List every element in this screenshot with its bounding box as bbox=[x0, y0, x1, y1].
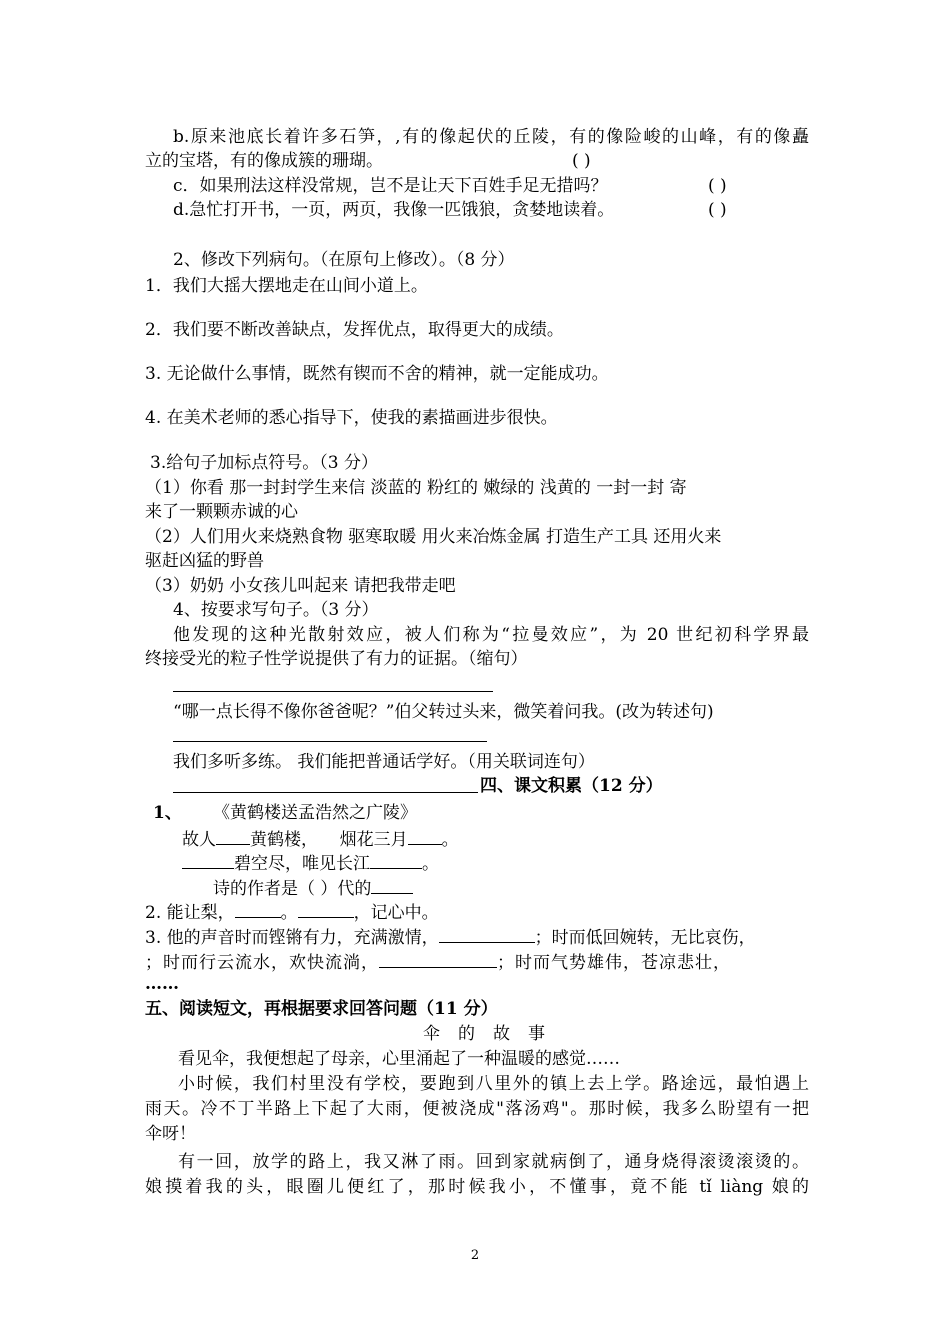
q1-item-b-line1: b.原来池底长着许多石笋，,有的像起伏的丘陵，有的像险峻的山峰，有的像矗 bbox=[173, 127, 809, 147]
s4-question-3-line1: 3. 他的声音时而铿锵有力，充满激情， ；时而低回婉转，无比哀伤， bbox=[145, 924, 756, 950]
story-paragraph-1: 看见伞，我便想起了母亲，心里涌起了一种温暖的感觉…… bbox=[178, 1049, 620, 1069]
q2-sentence-2: 2．我们要不断改善缺点，发挥优点，取得更大的成绩。 bbox=[145, 320, 564, 340]
q3-item-3: （3）奶奶 小女孩儿叫起来 请把我带走吧 bbox=[145, 576, 456, 596]
q1-item-d: d.急忙打开书，一页，两页，我像一匹饿狼，贪婪地读着。 ( ) bbox=[173, 200, 727, 220]
story-paragraph-2-line3: 伞呀！ bbox=[145, 1124, 196, 1144]
fill-blank[interactable] bbox=[371, 875, 413, 894]
page-number: 2 bbox=[470, 1248, 480, 1263]
answer-paren[interactable]: ( ) bbox=[708, 176, 727, 196]
q1-item-b-line2: 立的宝塔，有的像成簇的珊瑚。 ( ) bbox=[145, 151, 591, 171]
q4-b: “哪一点长得不像你爸爸呢？”伯父转过头来，微笑着问我。(改为转述句) bbox=[173, 702, 714, 722]
answer-paren[interactable]: ( ) bbox=[708, 200, 727, 220]
s4-question-2: 2. 能让梨， 。 ，记心中。 bbox=[145, 899, 439, 925]
q4-a-line2: 终接受光的粒子性学说提供了有力的证据。（缩句） bbox=[145, 649, 528, 669]
section-4-title: 四、课文积累（12 分） bbox=[480, 776, 663, 796]
q2-title: 2、修改下列病句。（在原句上修改）。（8 分） bbox=[173, 250, 515, 270]
s4-poem-line-2: 碧空尽，唯见长江 。 bbox=[182, 850, 439, 876]
story-paragraph-3-line2: 娘摸着我的头，眼圈儿便红了，那时候我小，不懂事，竟不能 tǐ liàng 娘的 bbox=[145, 1177, 809, 1197]
s4-question-3-ellipsis: …… bbox=[145, 974, 179, 994]
q2-sentence-3: 3. 无论做什么事情，既然有锲而不舍的精神，就一定能成功。 bbox=[145, 364, 609, 384]
fill-blank[interactable] bbox=[235, 899, 281, 918]
fill-blank[interactable] bbox=[439, 924, 535, 943]
q2-sentence-1: 1．我们大摇大摆地走在山间小道上。 bbox=[145, 276, 428, 296]
q3-item-1-line1: （1）你看 那一封封学生来信 淡蓝的 粉红的 嫩绿的 浅黄的 一封一封 寄 bbox=[145, 478, 687, 498]
story-paragraph-3-line1: 有一回，放学的路上，我又淋了雨。回到家就病倒了，通身烧得滚烫滚烫的。 bbox=[178, 1152, 809, 1172]
q3-title: 3.给句子加标点符号。（3 分） bbox=[150, 453, 378, 473]
q3-item-1-line2: 来了一颗颗赤诚的心 bbox=[145, 502, 298, 522]
q4-c: 我们多听多练。 我们能把普通话学好。（用关联词连句） bbox=[173, 752, 595, 772]
q3-item-2-line2: 驱赶凶猛的野兽 bbox=[145, 551, 264, 571]
q3-item-2-line1: （2）人们用火来烧熟食物 驱寒取暖 用火来冶炼金属 打造生产工具 还用火来 bbox=[145, 527, 722, 547]
answer-line[interactable] bbox=[173, 792, 478, 793]
story-paragraph-2-line1: 小时候，我们村里没有学校，要跑到八里外的镇上去上学。路途远，最怕遇上 bbox=[178, 1074, 809, 1094]
q2-sentence-4: 4. 在美术老师的悉心指导下，使我的素描画进步很快。 bbox=[145, 408, 558, 428]
answer-paren[interactable]: ( ) bbox=[572, 151, 591, 171]
fill-blank[interactable] bbox=[216, 826, 250, 845]
section-5-title: 五、阅读短文，再根据要求回答问题（11 分） bbox=[145, 999, 498, 1019]
s4-poem-author: 诗的作者是（ ）代的 bbox=[213, 875, 413, 901]
s4-poem-number: 1、 bbox=[153, 803, 182, 823]
fill-blank[interactable] bbox=[379, 949, 497, 968]
q4-a-line1: 他发现的这种光散射效应，被人们称为“拉曼效应”，为 20 世纪初科学界最 bbox=[173, 625, 809, 645]
s4-question-3-line2: ；时而行云流水，欢快流淌， ；时而气势雄伟，苍凉悲壮， bbox=[145, 949, 731, 975]
story-paragraph-2-line2: 雨天。冷不丁半路上下起了大雨，便被浇成"落汤鸡"。那时候，我多么盼望有一把 bbox=[145, 1099, 809, 1119]
fill-blank[interactable] bbox=[408, 826, 442, 845]
q1-item-c: c．如果刑法这样没常规，岂不是让天下百姓手足无措吗？ ( ) bbox=[173, 176, 727, 196]
fill-blank[interactable] bbox=[370, 850, 422, 869]
answer-line[interactable] bbox=[173, 691, 493, 692]
story-title: 伞的故事 bbox=[423, 1024, 563, 1044]
q4-title: 4、按要求写句子。（3 分） bbox=[173, 600, 379, 620]
s4-poem-title: 《黄鹤楼送孟浩然之广陵》 bbox=[213, 803, 417, 823]
answer-line[interactable] bbox=[173, 741, 487, 742]
s4-poem-line-1: 故人 黄鹤楼， 烟花三月 。 bbox=[182, 826, 459, 852]
fill-blank[interactable] bbox=[182, 850, 234, 869]
fill-blank[interactable] bbox=[298, 899, 354, 918]
